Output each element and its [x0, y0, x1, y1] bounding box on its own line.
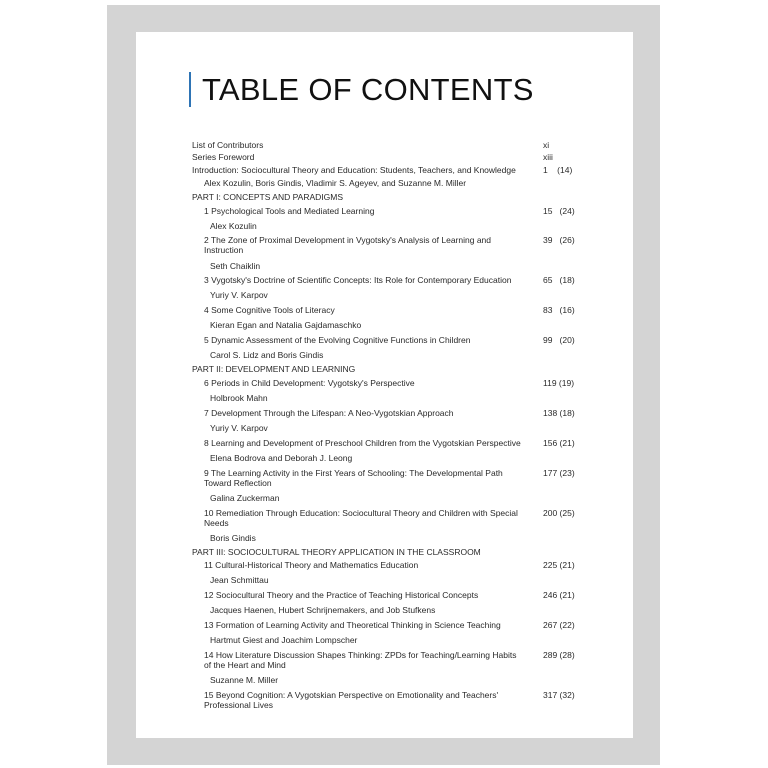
toc-entry-title: 15 Beyond Cognition: A Vygotskian Perspective on Emotionality and Teachers' Professional Lives: [204, 690, 499, 710]
toc-entry-title: 6 Periods in Child Development: Vygotsky's Perspective: [204, 378, 415, 388]
toc-entry-title: List of Contributors: [192, 140, 264, 150]
toc-entry-title: Galina Zuckerman: [210, 493, 280, 503]
toc-entry-title: Carol S. Lidz and Boris Gindis: [210, 350, 324, 360]
toc-entry-page: xiii: [543, 152, 553, 162]
toc-list: [136, 32, 633, 738]
toc-entry-title: 1 Psychological Tools and Mediated Learning: [204, 206, 375, 216]
toc-entry-title: 4 Some Cognitive Tools of Literacy: [204, 305, 335, 315]
toc-entry-title: 14 How Literature Discussion Shapes Thinking: ZPDs for Teaching/Learning Habits of the Heart and Mind: [204, 650, 517, 670]
toc-entry-title: Jean Schmittau: [210, 575, 269, 585]
toc-entry-title: 11 Cultural-Historical Theory and Mathematics Education: [204, 560, 419, 570]
toc-entry-title: PART II: DEVELOPMENT AND LEARNING: [192, 364, 356, 374]
toc-entry-page: 39 (26): [543, 235, 575, 245]
toc-entry-title: 5 Dynamic Assessment of the Evolving Cognitive Functions in Children: [204, 335, 471, 345]
toc-entry-page: 156 (21): [543, 438, 575, 448]
toc-entry-title: 2 The Zone of Proximal Development in Vygotsky's Analysis of Learning and Instruction: [204, 235, 491, 255]
toc-entry-title: PART III: SOCIOCULTURAL THEORY APPLICATION IN THE CLASSROOM: [192, 547, 481, 557]
toc-entry-title: 12 Sociocultural Theory and the Practice of Teaching Historical Concepts: [204, 590, 479, 600]
toc-entry-title: PART I: CONCEPTS AND PARADIGMS: [192, 192, 343, 202]
toc-entry-page: 1 (14): [543, 165, 573, 175]
toc-entry-page: 317 (32): [543, 690, 575, 700]
toc-entry-title: 13 Formation of Learning Activity and Theoretical Thinking in Science Teaching: [204, 620, 501, 630]
toc-entry-page: 289 (28): [543, 650, 575, 660]
toc-entry-page: 200 (25): [543, 508, 575, 518]
toc-entry-page: 15 (24): [543, 206, 575, 216]
toc-entry-page: 83 (16): [543, 305, 575, 315]
document-page: [136, 32, 633, 738]
toc-entry-title: Holbrook Mahn: [210, 393, 268, 403]
toc-entry-title: Series Foreword: [192, 152, 255, 162]
toc-entry-page: 119 (19): [543, 378, 575, 388]
toc-entry-page: 138 (18): [543, 408, 575, 418]
toc-entry-title: Introduction: Sociocultural Theory and Education: Students, Teachers, and Knowledge: [192, 165, 516, 175]
toc-entry-title: 10 Remediation Through Education: Sociocultural Theory and Children with Special Needs: [204, 508, 518, 528]
toc-entry-title: Alex Kozulin: [210, 221, 257, 231]
toc-entry-title: Suzanne M. Miller: [210, 675, 279, 685]
toc-entry-page: xi: [543, 140, 550, 150]
toc-entry-page: 246 (21): [543, 590, 575, 600]
toc-entry-page: 99 (20): [543, 335, 575, 345]
toc-entry-title: Jacques Haenen, Hubert Schrijnemakers, and Job Stufkens: [210, 605, 436, 615]
toc-entry-title: 9 The Learning Activity in the First Years of Schooling: The Developmental Path Toward Reflection: [204, 468, 503, 488]
toc-entry-page: 65 (18): [543, 275, 575, 285]
toc-entry-page: 267 (22): [543, 620, 575, 630]
toc-entry-title: Hartmut Giest and Joachim Lompscher: [210, 635, 358, 645]
toc-entry-title: 8 Learning and Development of Preschool Children from the Vygotskian Perspective: [204, 438, 521, 448]
toc-entry-title: Seth Chaiklin: [210, 261, 261, 271]
toc-entry-page: 225 (21): [543, 560, 575, 570]
toc-entry-title: Alex Kozulin, Boris Gindis, Vladimir S. Ageyev, and Suzanne M. Miller: [204, 178, 467, 188]
page-title: TABLE OF CONTENTS: [202, 72, 534, 107]
toc-entry-title: 7 Development Through the Lifespan: A Neo-Vygotskian Approach: [204, 408, 454, 418]
toc-entry-title: Elena Bodrova and Deborah J. Leong: [210, 453, 353, 463]
toc-entry-title: 3 Vygotsky's Doctrine of Scientific Concepts: Its Role for Contemporary Education: [204, 275, 512, 285]
toc-entry-title: Kieran Egan and Natalia Gajdamaschko: [210, 320, 362, 330]
toc-entry-title: Boris Gindis: [210, 533, 256, 543]
toc-entry-title: Yuriy V. Karpov: [210, 423, 268, 433]
toc-entry-title: Yuriy V. Karpov: [210, 290, 268, 300]
toc-entry-page: 177 (23): [543, 468, 575, 478]
